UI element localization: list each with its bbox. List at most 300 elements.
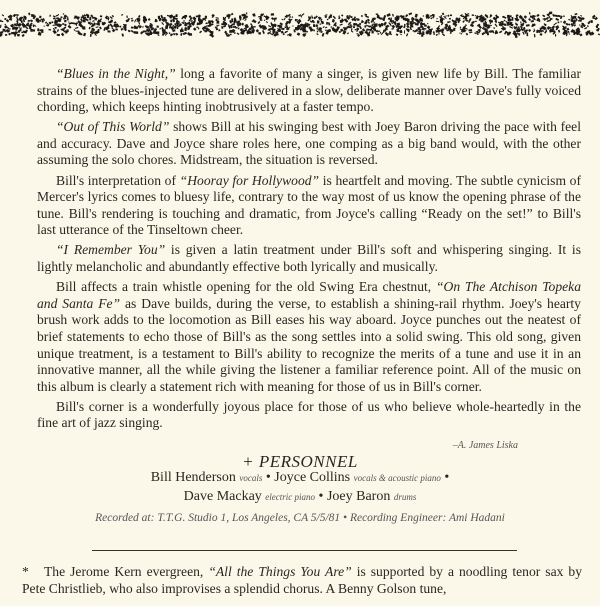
speckle: [167, 23, 170, 26]
speckle: [450, 15, 452, 17]
speckle: [271, 13, 274, 15]
speckle: [483, 26, 484, 28]
speckle: [573, 24, 576, 27]
speckle: [357, 34, 360, 37]
speckle: [537, 14, 540, 17]
speckle: [408, 12, 412, 15]
speckle: [549, 12, 552, 15]
speckle: [475, 15, 476, 17]
speckle: [367, 25, 370, 27]
speckle: [338, 17, 341, 20]
speckle: [346, 27, 348, 30]
speckle: [534, 34, 536, 37]
speckle: [430, 17, 432, 19]
speckle: [531, 20, 535, 23]
speckle: [446, 29, 449, 31]
speckle: [476, 31, 478, 32]
speckle: [354, 23, 357, 25]
speckle: [66, 29, 68, 32]
speckle: [326, 22, 328, 25]
speckle: [574, 13, 577, 15]
speckle: [79, 24, 82, 26]
speckle: [581, 26, 583, 27]
speckle: [590, 20, 593, 23]
text-segment: The Jerome Kern evergreen,: [44, 564, 209, 579]
speckle: [292, 25, 294, 27]
speckle: [323, 26, 325, 28]
speckle: [241, 23, 244, 26]
speckle: [442, 13, 445, 16]
speckle: [131, 27, 134, 29]
speckle: [466, 13, 469, 15]
speckle: [506, 21, 507, 22]
speckle: [404, 30, 405, 33]
speckle: [405, 14, 408, 17]
speckle: [306, 31, 308, 33]
speckle: [353, 26, 355, 28]
musician-instrument: drums: [393, 492, 417, 502]
speckle: [410, 25, 413, 27]
speckle: [371, 30, 373, 33]
speckle: [49, 15, 51, 17]
speckle: [289, 16, 291, 18]
speckle: [422, 31, 424, 35]
speckle: [313, 29, 315, 31]
speckle: [295, 28, 297, 29]
speckle: [51, 21, 53, 23]
speckle: [30, 29, 33, 32]
speckle: [555, 18, 559, 21]
speckle: [271, 17, 274, 20]
speckle: [199, 31, 202, 34]
speckle: [526, 24, 530, 27]
musician-name: Bill Henderson: [150, 470, 236, 485]
speckle: [346, 15, 349, 18]
speckle: [542, 14, 545, 17]
speckle: [4, 24, 6, 25]
speckle: [515, 18, 517, 21]
speckle: [211, 31, 214, 35]
speckle: [396, 33, 399, 36]
speckle: [341, 19, 343, 22]
speckle: [377, 16, 380, 19]
footnote-paragraph: [22, 563, 582, 597]
speckle: [122, 28, 123, 30]
speckle: [150, 32, 152, 35]
speckle: [374, 22, 376, 23]
speckle: [579, 25, 581, 26]
text-segment: as Dave builds, during the verse, to establish a shining-rail rhythm. Joey's hearty brush work adds to the locomotion as Bill eases his way aboard. Joyce punches out the neatest of brief statements to echo those of Bill's as the song settles into a solid swing. This old song, given unique treatment, is a testament to Bill's ability to recognize the merits of a tune and use it in an innovative manner, all the while giving the listener a familiar reference point. All of the music on this album is clearly a statement rich with meaning for those of us in Bill's corner.: [37, 295, 581, 394]
speckle: [63, 13, 65, 15]
speckle: [499, 31, 502, 34]
speckle: [83, 33, 86, 37]
speckle: [558, 22, 560, 24]
speckle: [165, 34, 167, 36]
speckle: [68, 25, 72, 29]
speckle: [316, 33, 318, 35]
speckle: [2, 14, 4, 16]
speckle: [112, 29, 116, 33]
speckle: [368, 22, 370, 23]
speckle: [5, 34, 8, 36]
speckle: [212, 16, 214, 18]
speckle: [325, 30, 327, 32]
speckle: [563, 15, 565, 17]
speckle: [183, 32, 187, 35]
speckle: [372, 18, 375, 20]
speckle: [427, 23, 428, 24]
speckle: [9, 18, 12, 21]
paragraph: [37, 279, 581, 395]
speckle: [389, 31, 391, 35]
divider-rule: [92, 550, 517, 551]
speckle: [242, 32, 245, 35]
speckle: [169, 32, 171, 34]
speckle: [39, 16, 42, 19]
speckle: [581, 23, 584, 25]
speckle: [173, 33, 175, 34]
speckle: [475, 15, 479, 19]
speckle: [99, 26, 102, 29]
speckle: [359, 23, 361, 26]
speckle: [565, 26, 567, 28]
speckle: [347, 32, 349, 34]
speckle: [56, 15, 58, 17]
speckle: [461, 16, 464, 18]
speckle: [469, 31, 472, 33]
speckle: [429, 29, 431, 31]
speckle: [512, 17, 514, 21]
speckle: [339, 24, 342, 26]
speckle: [555, 25, 559, 29]
speckle: [383, 22, 387, 26]
speckle: [403, 18, 406, 21]
speckle: [230, 34, 232, 36]
paragraph: [37, 173, 581, 239]
speckle: [253, 26, 256, 27]
musician-name: Dave Mackay: [183, 489, 262, 504]
speckle: [246, 12, 248, 14]
speckle: [356, 27, 359, 30]
speckle: [112, 15, 114, 17]
speckle: [107, 24, 110, 28]
speckle: [325, 27, 327, 29]
speckle: [351, 31, 354, 33]
speckle: [528, 18, 531, 21]
speckle: [341, 14, 343, 16]
speckle: [580, 15, 582, 17]
speckle: [225, 23, 226, 25]
recording-info: Recorded at: T.T.G. Studio 1, Los Angeles, CA 5/5/81 • Recording Engineer: Ami Hadani: [95, 512, 505, 524]
speckle: [331, 26, 333, 27]
speckle: [184, 15, 187, 17]
speckle: [197, 14, 201, 18]
speckle: [385, 25, 389, 29]
song-title: “Blues in the Night,”: [56, 66, 176, 81]
speckle: [508, 18, 511, 22]
speckle: [62, 23, 64, 25]
speckle: [474, 21, 477, 22]
speckle: [218, 29, 220, 31]
speckle: [57, 34, 60, 36]
speckle: [450, 32, 452, 34]
speckle: [397, 25, 399, 27]
speckle: [224, 17, 226, 19]
speckle: [344, 19, 347, 20]
speckle: [126, 16, 127, 18]
speckle: [160, 15, 163, 19]
speckle: [295, 20, 296, 21]
speckle: [111, 26, 113, 28]
speckle: [332, 19, 335, 22]
speckle: [64, 20, 66, 23]
speckle: [74, 15, 76, 18]
speckle: [189, 20, 191, 22]
speckle: [552, 30, 556, 33]
speckle: [107, 30, 109, 31]
speckle: [184, 20, 185, 23]
speckle: [436, 18, 437, 19]
speckle: [60, 16, 62, 18]
speckle: [175, 33, 178, 36]
speckle: [493, 27, 495, 29]
speckle: [315, 24, 318, 27]
speckle: [49, 21, 52, 24]
speckle: [594, 17, 597, 20]
speckle: [596, 26, 598, 28]
speckle: [281, 28, 284, 31]
speckle: [151, 29, 153, 31]
speckle: [459, 32, 460, 33]
speckle: [474, 32, 476, 34]
speckle: [308, 16, 309, 18]
speckle: [371, 21, 373, 23]
speckle: [193, 27, 197, 30]
speckle: [100, 15, 102, 17]
speckle: [468, 29, 472, 31]
speckle: [517, 33, 519, 34]
speckle: [157, 34, 159, 36]
speckle: [285, 25, 287, 26]
speckle: [196, 26, 198, 28]
speckle: [121, 33, 124, 36]
speckle: [30, 19, 33, 22]
speckle: [509, 26, 513, 29]
speckle: [59, 18, 61, 22]
speckle: [114, 24, 117, 26]
song-title: “Hooray for Hollywood”: [179, 172, 320, 188]
speckle: [245, 28, 247, 31]
speckle: [571, 19, 574, 22]
speckle: [47, 24, 50, 27]
speckle: [48, 29, 51, 31]
speckle: [68, 22, 69, 23]
personnel-line-2: Dave Mackay electric piano • Joey Baron drums: [183, 489, 417, 504]
speckle: [461, 33, 462, 34]
speckle: [198, 17, 201, 21]
speckle: [328, 22, 331, 26]
speckle: [552, 25, 556, 29]
speckle: [339, 31, 341, 33]
speckle: [21, 34, 24, 37]
musician-instrument: electric piano: [265, 492, 316, 502]
speckle: [283, 18, 286, 21]
speckle: [406, 25, 409, 28]
speckle: [547, 20, 551, 22]
speckle: [319, 23, 321, 25]
speckle: [298, 15, 300, 17]
speckle: [237, 33, 240, 35]
speckle: [477, 33, 479, 35]
footnote-marker: *: [22, 564, 29, 579]
speckle: [301, 13, 304, 16]
speckle: [499, 24, 501, 26]
author-signature: –A. James Liska: [452, 440, 518, 451]
speckle: [560, 21, 562, 23]
speckle: [203, 27, 205, 30]
speckle: [509, 15, 512, 17]
speckle: [96, 26, 99, 28]
speckle: [445, 15, 447, 17]
speckle: [21, 31, 23, 33]
speckle: [413, 30, 415, 32]
speckle: [289, 33, 292, 36]
speckle: [57, 29, 59, 32]
speckle: [205, 23, 207, 25]
speckle: [355, 29, 357, 30]
speckle: [53, 18, 56, 20]
speckle: [459, 26, 461, 28]
speckle: [484, 32, 486, 34]
speckle: [4, 18, 7, 21]
speckle: [503, 20, 505, 22]
speckle: [529, 12, 531, 15]
speckle: [138, 15, 141, 18]
speckle: [322, 33, 325, 37]
personnel-heading: + PERSONNEL: [242, 452, 358, 471]
speckle: [344, 29, 346, 31]
paragraph: [37, 242, 581, 275]
speckle: [92, 20, 95, 22]
speckle: [528, 29, 531, 32]
speckle: [380, 32, 382, 34]
speckle: [74, 29, 76, 31]
speckle: [256, 29, 260, 33]
speckle: [33, 29, 36, 32]
speckle: [170, 20, 172, 23]
text-segment: shows Bill at his swinging best with Joey Baron driving the pace with feel and accuracy. Dave and Joyce share roles here, one comping as a big band would, with the other assuming the solo chores. Midstream, the situation is reversed.: [37, 119, 581, 168]
musician-name: Joyce Collins: [274, 470, 351, 485]
speckle: [397, 30, 399, 32]
text-segment: is given a latin treatment under Bill's soft and whispering singing. It is lightly melancholic and abundantly effective both lyrically and musically.: [37, 242, 581, 275]
speckle: [15, 30, 17, 32]
speckle: [131, 18, 133, 20]
speckle: [231, 13, 234, 16]
speckle: [406, 33, 408, 36]
speckle: [568, 23, 570, 25]
speckle: [96, 30, 100, 33]
speckle: [317, 31, 319, 33]
speckle: [18, 27, 19, 29]
song-title: “I Remember You”: [56, 242, 166, 258]
speckle: [61, 33, 65, 37]
speckle: [442, 33, 445, 36]
speckle: [462, 20, 465, 23]
speckle: [520, 21, 522, 23]
speckle: [391, 28, 394, 30]
speckle: [234, 30, 235, 32]
speckle: [568, 31, 570, 33]
speckle: [415, 14, 418, 18]
text-segment: is supported by a noodling tenor sax by Pete Christlieb, who also improvises a splendid chorus. A Benny Golson tune,: [22, 564, 582, 596]
text-segment: Bill's corner is a wonderfully joyous place for those of us who believe whole-heartedly in the fine art of jazz singing.: [37, 398, 581, 431]
speckle: [3, 29, 6, 32]
speckle: [327, 19, 329, 21]
speckle: [550, 18, 552, 20]
speckle: [527, 33, 529, 37]
speckle: [563, 20, 566, 24]
speckle: [44, 26, 45, 27]
speckle: [584, 27, 587, 30]
speckle: [121, 14, 123, 16]
speckle: [428, 15, 429, 16]
speckle: [33, 24, 35, 27]
speckle: [433, 32, 435, 35]
speckle: [423, 15, 425, 16]
speckle: [449, 18, 451, 19]
paragraph: [37, 399, 581, 432]
speckle: [568, 33, 570, 35]
speckle: [316, 28, 318, 30]
speckle: [257, 21, 260, 24]
speckle: [41, 29, 43, 33]
speckle: [131, 30, 134, 33]
speckle: [283, 33, 285, 35]
speckle: [159, 28, 161, 30]
song-title: “All the Things You Are”: [208, 564, 352, 579]
speckle: [83, 19, 86, 22]
speckled-border-decoration: [0, 10, 600, 38]
speckle: [546, 29, 547, 31]
paragraph: [37, 66, 581, 116]
speckle: [330, 14, 333, 18]
speckle: [53, 24, 56, 26]
speckle: [466, 33, 468, 36]
speckle: [8, 28, 11, 30]
liner-notes-body: [37, 66, 581, 435]
speckle: [400, 34, 402, 36]
footnote-text: [22, 564, 582, 596]
speckle: [568, 19, 571, 21]
paragraph: [37, 119, 581, 169]
speckle: [392, 14, 394, 17]
speckle: [161, 22, 164, 25]
speckle: [282, 19, 283, 21]
speckle: [287, 34, 289, 36]
speckle: [443, 27, 445, 30]
speckle: [266, 21, 268, 23]
speckle: [15, 14, 18, 16]
speckle: [174, 23, 176, 24]
speckle: [557, 15, 560, 17]
text-segment: is heartfelt and moving. The subtle cynicism of Mercer's lyrics comes to bluesy life, contrary to the way most of us know the opening phrase of the tune. Bill's rendering is touching and dramatic, from Joyce's calling “Ready on the set!” to Bill's last utterance of the Tinseltown cheer.: [37, 172, 581, 238]
speckle: [436, 34, 438, 36]
speckle: [229, 27, 231, 29]
speckle: [498, 22, 500, 23]
speckle: [472, 14, 474, 16]
speckle: [17, 34, 20, 36]
speckle: [21, 20, 23, 23]
